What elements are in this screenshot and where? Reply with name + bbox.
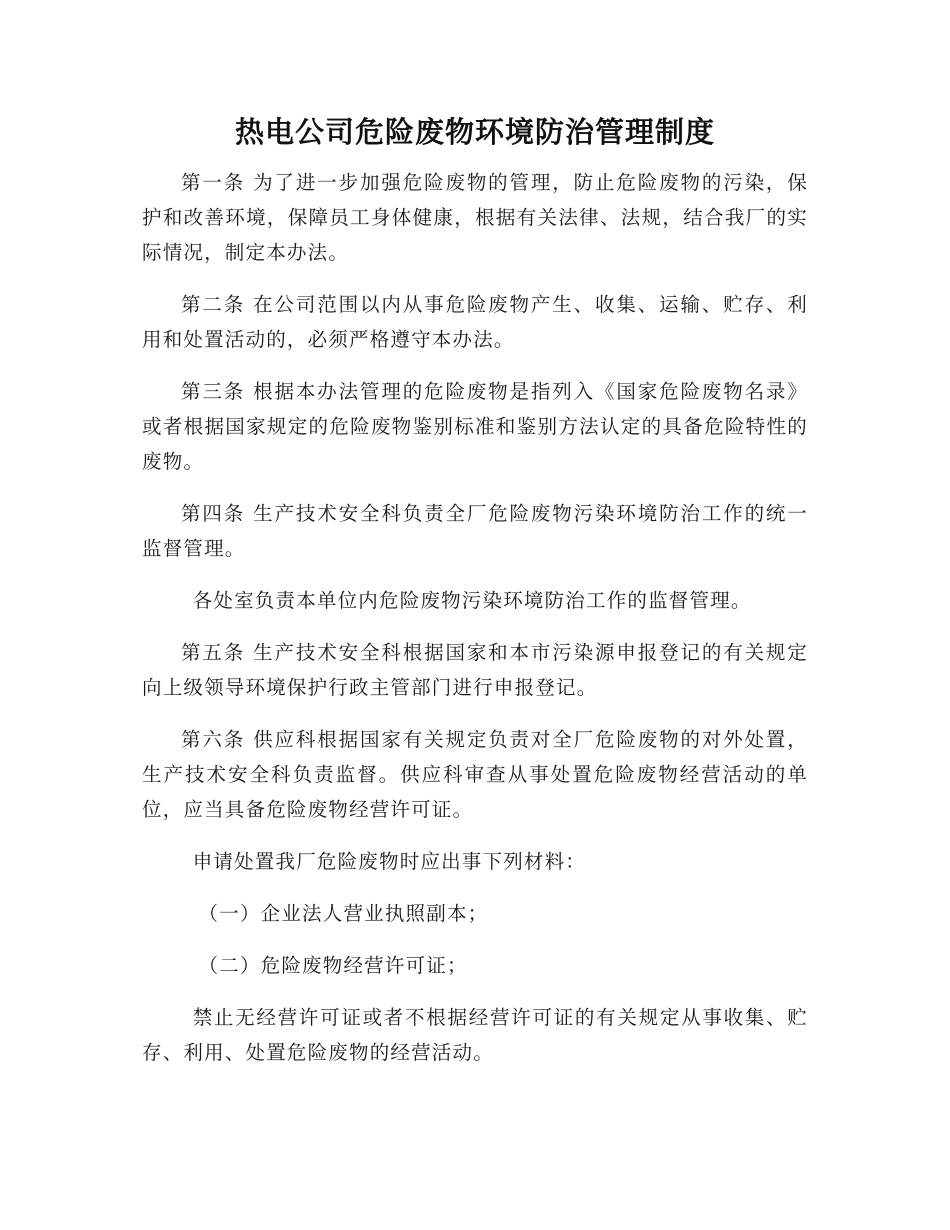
paragraph-article-6: 第六条 供应科根据国家有关规定负责对全厂危险废物的对外处置，生产技术安全科负责监督。供应科审查从事处置危险废物经营活动的单位，应当具备危险废物经营许可证。	[142, 728, 808, 821]
paragraph-departments: 各处室负责本单位内危险废物污染环境防治工作的监督管理。	[192, 589, 752, 612]
paragraph-prohibition: 禁止无经营许可证或者不根据经营许可证的有关规定从事收集、贮存、利用、处置危险废物的经营活动。	[142, 1006, 808, 1064]
paragraph-article-3: 第三条 根据本办法管理的危险废物是指列入《国家危险废物名录》或者根据国家规定的危险废物鉴别标准和鉴别方法认定的具备危险特性的废物。	[142, 380, 808, 473]
list-item-business-license: （一）企业法人营业执照副本；	[198, 902, 489, 925]
paragraph-article-5: 第五条 生产技术安全科根据国家和本市污染源申报登记的有关规定向上级领导环境保护行政主管部门进行申报登记。	[142, 641, 808, 699]
paragraph-article-1: 第一条 为了进一步加强危险废物的管理，防止危险废物的污染，保护和改善环境，保障员工身体健康，根据有关法律、法规，结合我厂的实际情况，制定本办法。	[142, 171, 808, 264]
list-item-operating-permit: （二）危险废物经营许可证；	[198, 954, 468, 977]
document-title: 热电公司危险废物环境防治管理制度	[234, 115, 715, 149]
document-body	[142, 165, 808, 1087]
paragraph-article-4: 第四条 生产技术安全科负责全厂危险废物污染环境防治工作的统一监督管理。	[142, 502, 808, 560]
paragraph-article-2: 第二条 在公司范围以内从事危险废物产生、收集、运输、贮存、利用和处置活动的，必须严格遵守本办法。	[142, 293, 808, 351]
paragraph-application-materials: 申请处置我厂危险废物时应出事下列材料：	[192, 850, 586, 873]
